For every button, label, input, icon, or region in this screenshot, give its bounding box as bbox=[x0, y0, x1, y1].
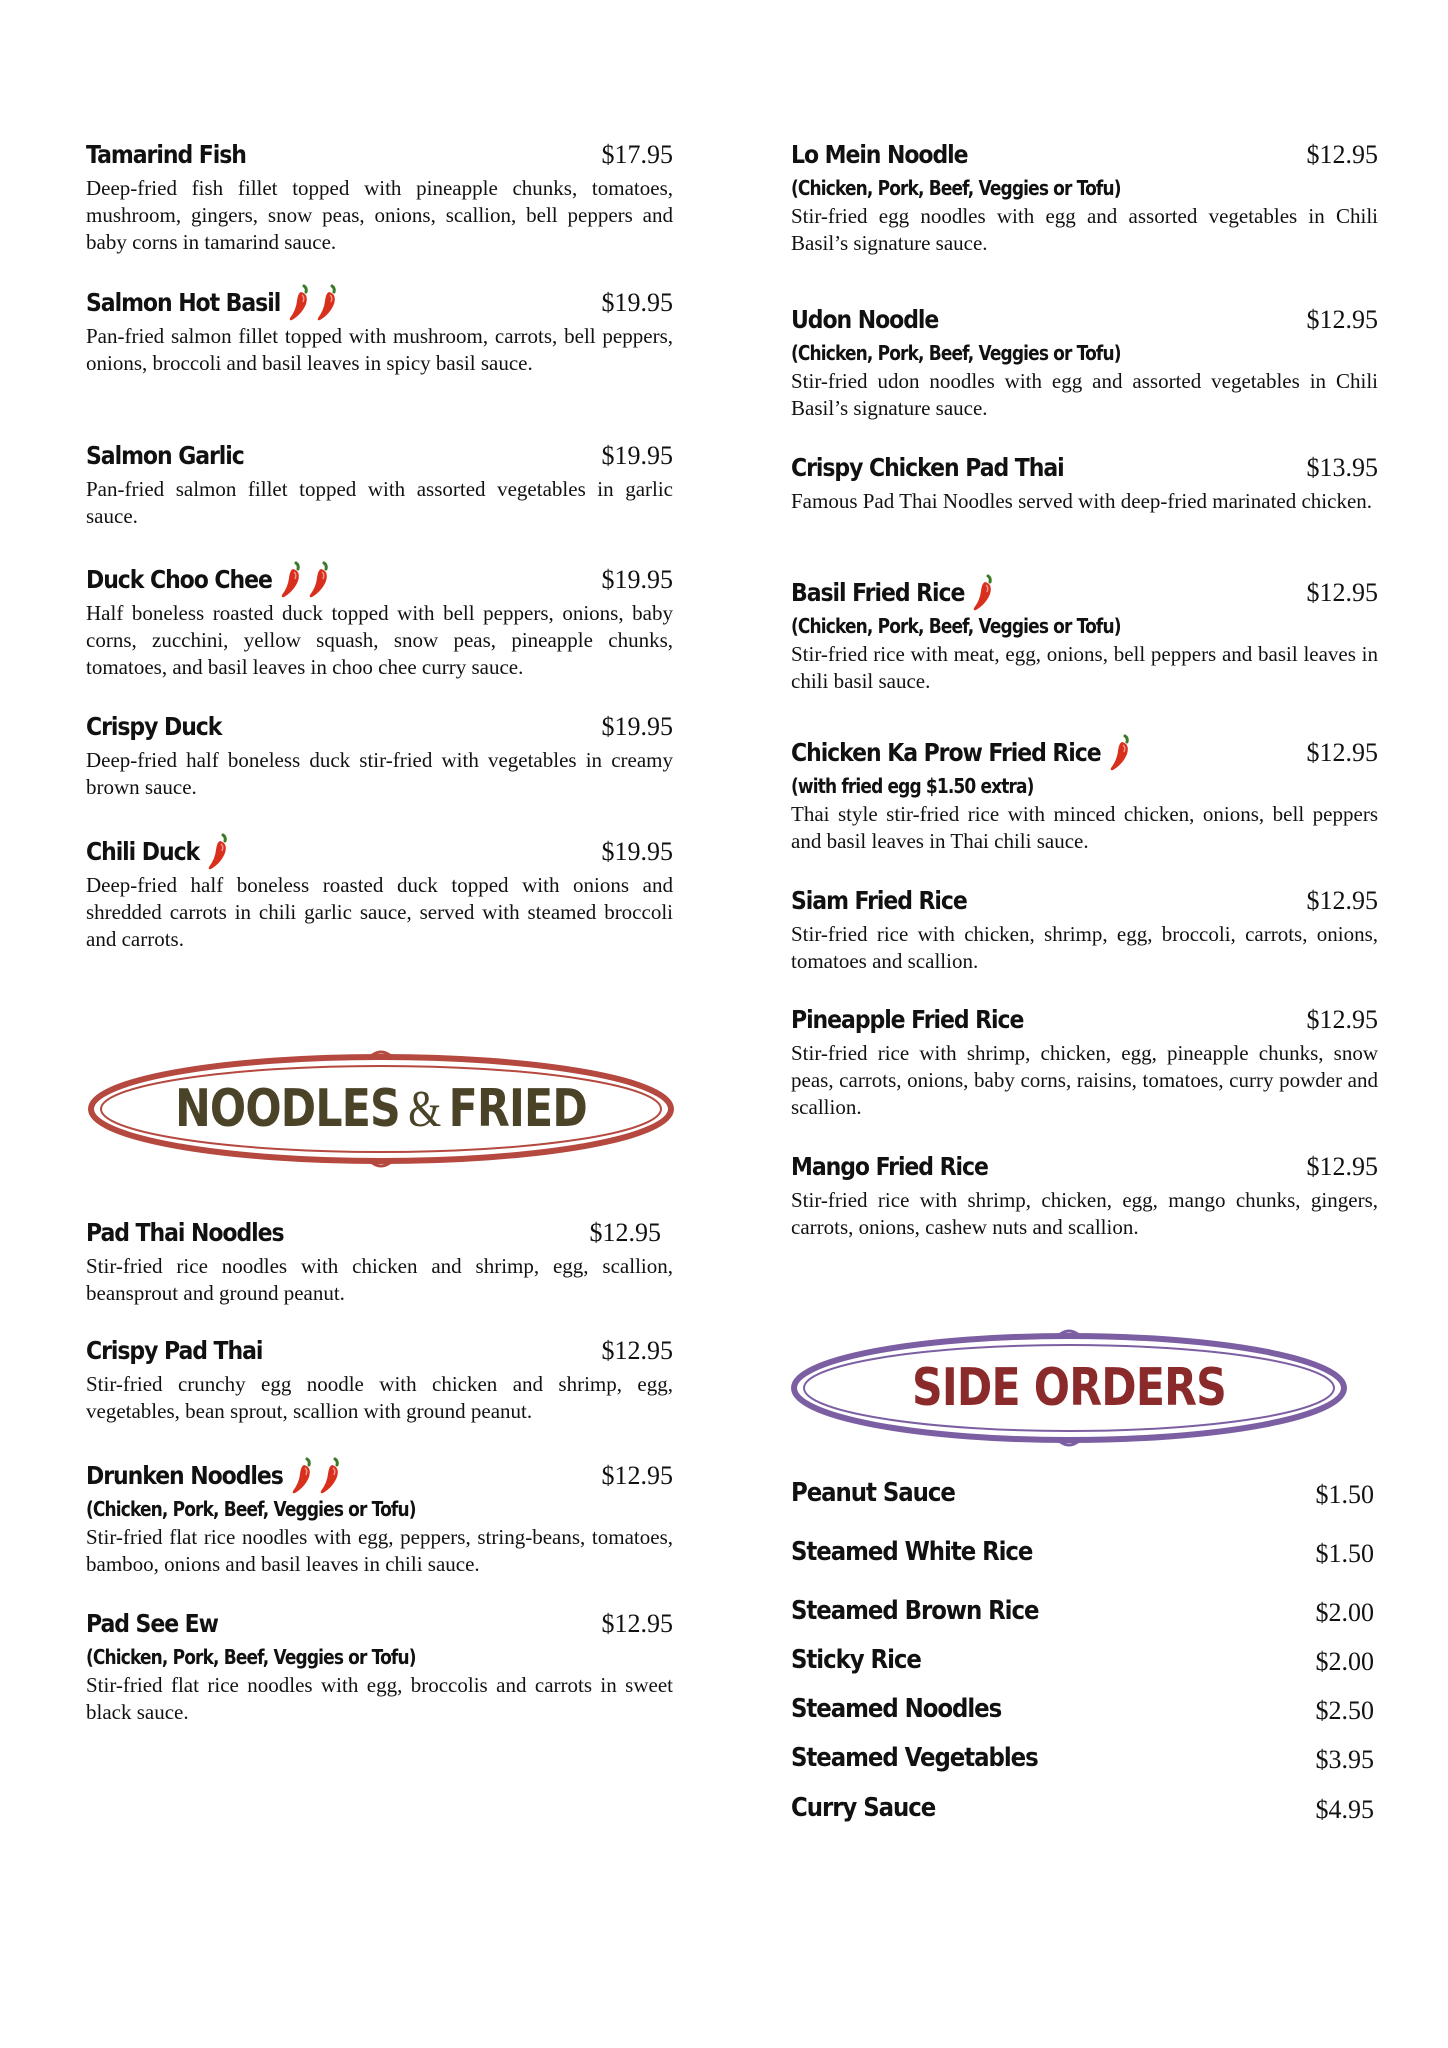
item-price: $12.95 bbox=[1306, 738, 1378, 767]
extra-note: (with fried egg $1.50 extra) bbox=[791, 774, 1034, 798]
item-price: $17.95 bbox=[601, 140, 673, 169]
item-price: $12.95 bbox=[601, 1609, 673, 1638]
item-name: Chili Duck bbox=[86, 837, 200, 866]
menu-item-basil-fried-rice bbox=[791, 578, 1378, 695]
item-description: Half boneless roasted duck topped with bell peppers, onions, baby corns, zucchini, yellow squash, snow peas, pineapple chunks, tomatoes, and basil leaves in choo chee curry sauce. bbox=[86, 601, 673, 679]
menu-item-crispy-pad-thai bbox=[86, 1336, 673, 1425]
menu-item-salmon-hot-basil bbox=[86, 288, 673, 377]
menu-item-crispy-duck bbox=[86, 712, 673, 801]
item-name: Udon Noodle bbox=[791, 305, 939, 334]
item-description: Stir-fried flat rice noodles with egg, peppers, string-beans, tomatoes, bamboo, onions and basil leaves in chili sauce. bbox=[86, 1525, 673, 1576]
side-order-row bbox=[791, 1743, 1374, 1779]
spicy-indicator bbox=[280, 561, 336, 599]
item-description: Stir-fried rice noodles with chicken and shrimp, egg, scallion, beansprout and ground peanut. bbox=[86, 1254, 673, 1305]
side-order-price: $1.50 bbox=[1315, 1539, 1374, 1568]
menu-item-chicken-ka-prow-fried-rice bbox=[791, 738, 1378, 855]
side-order-row bbox=[791, 1645, 1374, 1681]
side-orders-title: SIDE ORDERS bbox=[911, 1358, 1227, 1418]
noodles-fried-banner bbox=[86, 1048, 676, 1170]
item-description: Deep-fried half boneless roasted duck topped with onions and shredded carrots in chili garlic sauce, served with steamed broccoli and carrots. bbox=[86, 873, 673, 951]
item-price: $19.95 bbox=[601, 441, 673, 470]
spicy-indicator bbox=[288, 284, 344, 322]
noodles-fried-title: NOODLES & FRIED bbox=[175, 1079, 587, 1139]
menu-item-siam-fried-rice bbox=[791, 886, 1378, 975]
item-description: Deep-fried fish fillet topped with pineapple chunks, tomatoes, mushroom, gingers, snow peas, onions, scallion, bell peppers and baby corns in tamarind sauce. bbox=[86, 176, 673, 254]
item-name: Chicken Ka Prow Fried Rice bbox=[791, 738, 1101, 767]
item-name: Tamarind Fish bbox=[86, 140, 246, 169]
item-description: Pan-fried salmon fillet topped with mushroom, carrots, bell peppers, onions, broccoli and basil leaves in spicy basil sauce. bbox=[86, 324, 673, 375]
item-description: Stir-fried egg noodles with egg and assorted vegetables in Chili Basil’s signature sauce. bbox=[791, 204, 1378, 255]
menu-item-pad-see-ew bbox=[86, 1609, 673, 1726]
item-description: Stir-fried flat rice noodles with egg, broccolis and carrots in sweet black sauce. bbox=[86, 1673, 673, 1724]
menu-item-pad-thai-noodles bbox=[86, 1218, 673, 1307]
protein-options: (Chicken, Pork, Beef, Veggies or Tofu) bbox=[791, 176, 1121, 200]
item-price: $12.95 bbox=[589, 1218, 661, 1247]
item-name: Basil Fried Rice bbox=[791, 578, 965, 607]
item-name: Crispy Chicken Pad Thai bbox=[791, 453, 1064, 482]
item-description: Stir-fried rice with shrimp, chicken, egg, pineapple chunks, snow peas, carrots, onions, baby corns, raisins, tomatoes, curry powder and scallion. bbox=[791, 1041, 1378, 1119]
item-price: $19.95 bbox=[601, 837, 673, 866]
item-description: Stir-fried rice with shrimp, chicken, egg, mango chunks, gingers, carrots, onions, cashew nuts and scallion. bbox=[791, 1188, 1378, 1239]
item-name: Duck Choo Chee bbox=[86, 565, 272, 594]
protein-options: (Chicken, Pork, Beef, Veggies or Tofu) bbox=[791, 341, 1121, 365]
item-name: Mango Fried Rice bbox=[791, 1152, 988, 1181]
menu-item-duck-choo-chee bbox=[86, 565, 673, 681]
menu-item-mango-fried-rice bbox=[791, 1152, 1378, 1241]
menu-item-lo-mein-noodle bbox=[791, 140, 1378, 257]
side-order-price: $1.50 bbox=[1315, 1480, 1374, 1509]
item-price: $12.95 bbox=[1306, 578, 1378, 607]
item-price: $12.95 bbox=[601, 1336, 673, 1365]
item-description: Pan-fried salmon fillet topped with assorted vegetables in garlic sauce. bbox=[86, 477, 673, 528]
chili-pepper-icon bbox=[280, 561, 302, 599]
chili-pepper-icon bbox=[1109, 734, 1131, 772]
spicy-indicator bbox=[972, 574, 1000, 612]
side-order-price: $4.95 bbox=[1315, 1795, 1374, 1824]
protein-options: (Chicken, Pork, Beef, Veggies or Tofu) bbox=[791, 614, 1121, 638]
chili-pepper-icon bbox=[972, 574, 994, 612]
chili-pepper-icon bbox=[291, 1457, 313, 1495]
item-name: Siam Fried Rice bbox=[791, 886, 967, 915]
item-price: $19.95 bbox=[601, 565, 673, 594]
side-order-name: Sticky Rice bbox=[791, 1645, 921, 1675]
item-name: Salmon Garlic bbox=[86, 441, 244, 470]
side-order-price: $2.00 bbox=[1315, 1647, 1374, 1676]
chili-pepper-icon bbox=[316, 284, 338, 322]
side-order-name: Peanut Sauce bbox=[791, 1478, 955, 1508]
item-name: Pineapple Fried Rice bbox=[791, 1005, 1024, 1034]
item-price: $12.95 bbox=[1306, 1005, 1378, 1034]
item-price: $12.95 bbox=[1306, 305, 1378, 334]
item-name: Pad See Ew bbox=[86, 1609, 218, 1638]
side-order-price: $3.95 bbox=[1315, 1745, 1374, 1774]
item-name: Pad Thai Noodles bbox=[86, 1218, 284, 1247]
side-orders-banner bbox=[789, 1328, 1349, 1448]
side-order-name: Curry Sauce bbox=[791, 1793, 936, 1823]
menu-item-tamarind-fish bbox=[86, 140, 673, 256]
item-name: Crispy Duck bbox=[86, 712, 222, 741]
side-order-name: Steamed Noodles bbox=[791, 1694, 1002, 1724]
item-description: Thai style stir-fried rice with minced chicken, onions, bell peppers and basil leaves in Thai chili sauce. bbox=[791, 802, 1378, 853]
item-name: Drunken Noodles bbox=[86, 1461, 283, 1490]
chili-pepper-icon bbox=[319, 1457, 341, 1495]
menu-item-salmon-garlic bbox=[86, 441, 673, 530]
item-price: $19.95 bbox=[601, 712, 673, 741]
item-price: $12.95 bbox=[601, 1461, 673, 1490]
item-description: Stir-fried rice with meat, egg, onions, bell peppers and basil leaves in chili basil sauce. bbox=[791, 642, 1378, 693]
item-price: $13.95 bbox=[1306, 453, 1378, 482]
menu-item-pineapple-fried-rice bbox=[791, 1005, 1378, 1121]
chili-pepper-icon bbox=[207, 833, 229, 871]
menu-item-chili-duck bbox=[86, 837, 673, 953]
item-price: $19.95 bbox=[601, 288, 673, 317]
side-order-price: $2.00 bbox=[1315, 1598, 1374, 1627]
side-order-row bbox=[791, 1694, 1374, 1730]
item-price: $12.95 bbox=[1306, 140, 1378, 169]
side-order-name: Steamed White Rice bbox=[791, 1537, 1033, 1567]
side-order-row bbox=[791, 1537, 1374, 1573]
side-order-name: Steamed Vegetables bbox=[791, 1743, 1038, 1773]
item-description: Deep-fried half boneless duck stir-fried with vegetables in creamy brown sauce. bbox=[86, 748, 673, 799]
menu-item-drunken-noodles bbox=[86, 1461, 673, 1578]
side-order-name: Steamed Brown Rice bbox=[791, 1596, 1039, 1626]
spicy-indicator bbox=[1109, 734, 1137, 772]
menu-item-crispy-chicken-pad-thai bbox=[791, 453, 1378, 515]
item-name: Lo Mein Noodle bbox=[791, 140, 968, 169]
item-description: Stir-fried udon noodles with egg and assorted vegetables in Chili Basil’s signature sauce. bbox=[791, 369, 1378, 420]
spicy-indicator bbox=[207, 833, 235, 871]
item-name: Salmon Hot Basil bbox=[86, 288, 281, 317]
menu-item-udon-noodle bbox=[791, 305, 1378, 422]
chili-pepper-icon bbox=[288, 284, 310, 322]
chili-pepper-icon bbox=[308, 561, 330, 599]
side-order-row bbox=[791, 1793, 1374, 1829]
item-price: $12.95 bbox=[1306, 886, 1378, 915]
side-order-row bbox=[791, 1596, 1374, 1632]
item-description: Stir-fried crunchy egg noodle with chicken and shrimp, egg, vegetables, bean sprout, scallion with ground peanut. bbox=[86, 1372, 673, 1423]
spicy-indicator bbox=[291, 1457, 347, 1495]
protein-options: (Chicken, Pork, Beef, Veggies or Tofu) bbox=[86, 1497, 416, 1521]
side-order-row bbox=[791, 1478, 1374, 1514]
item-name: Crispy Pad Thai bbox=[86, 1336, 263, 1365]
item-price: $12.95 bbox=[1306, 1152, 1378, 1181]
item-description: Famous Pad Thai Noodles served with deep-fried marinated chicken. bbox=[791, 489, 1373, 513]
protein-options: (Chicken, Pork, Beef, Veggies or Tofu) bbox=[86, 1645, 416, 1669]
side-order-price: $2.50 bbox=[1315, 1696, 1374, 1725]
item-description: Stir-fried rice with chicken, shrimp, egg, broccoli, carrots, onions, tomatoes and scallion. bbox=[791, 922, 1378, 973]
